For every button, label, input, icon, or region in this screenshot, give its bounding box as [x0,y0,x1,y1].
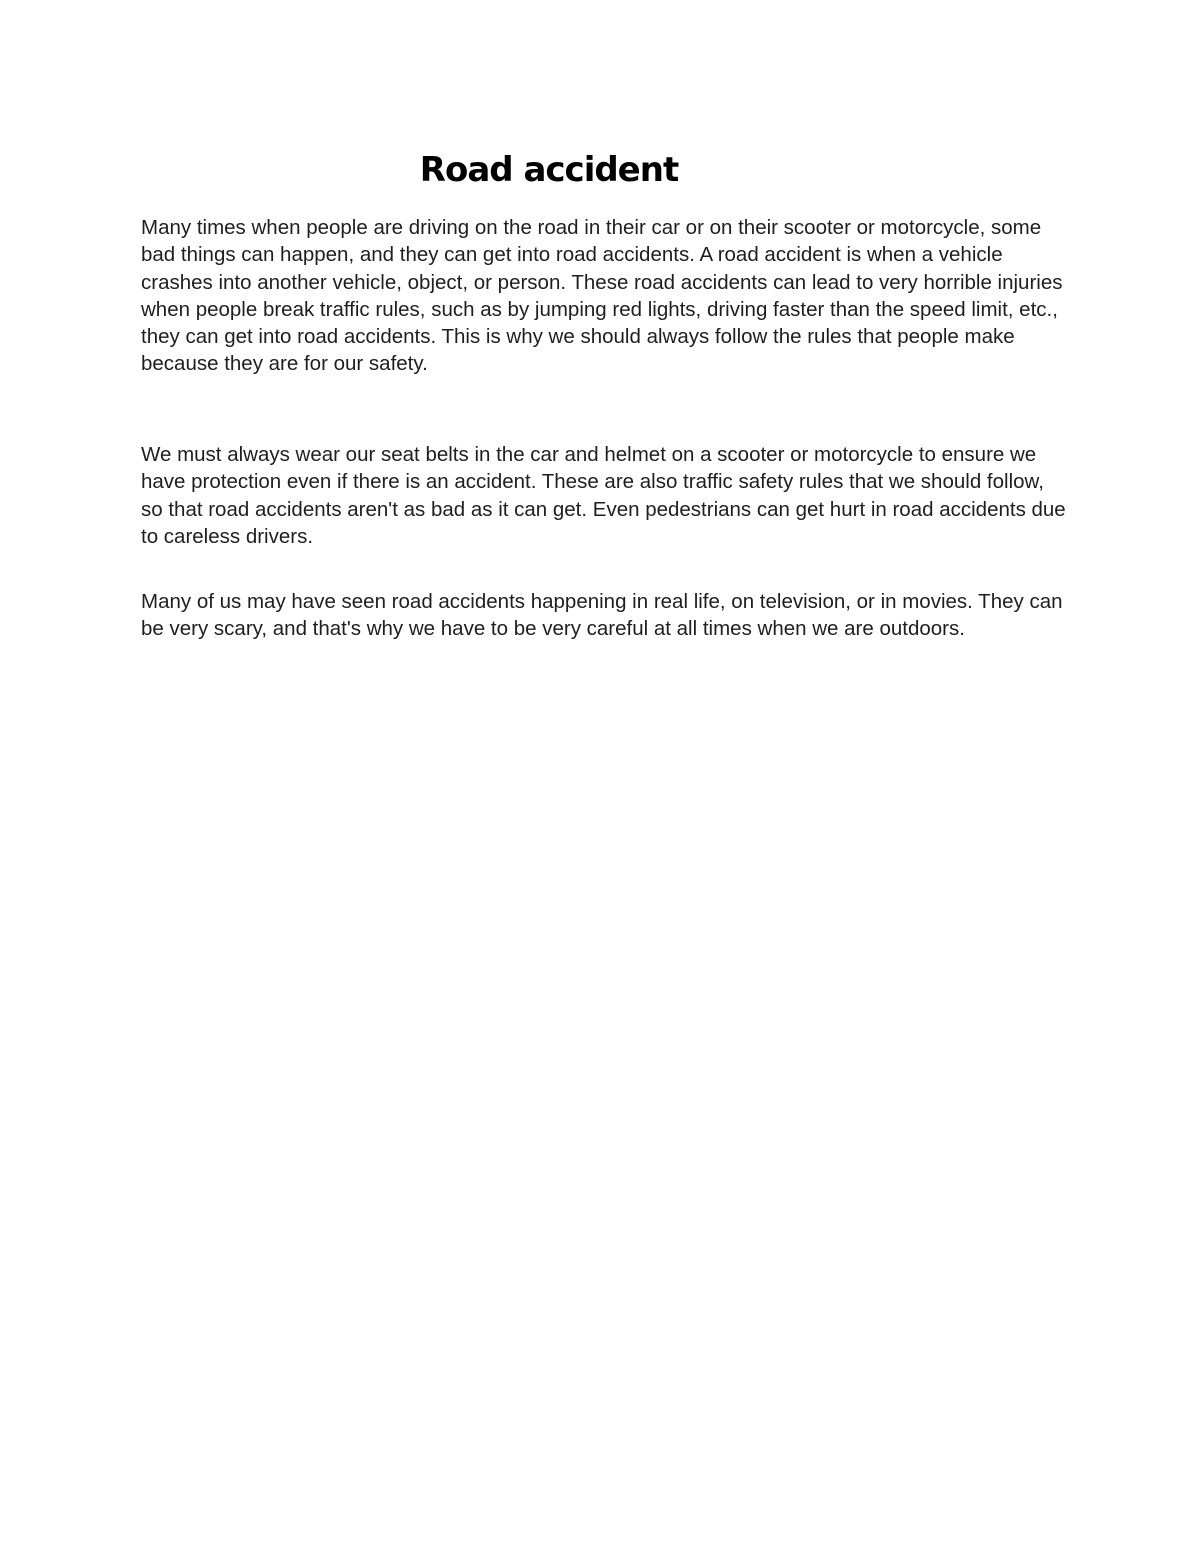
document-title: Road accident [419,150,679,190]
paragraph-1: Many times when people are driving on the road in their car or on their scooter or motorcycle, some bad things can happen, and they can get into road accidents. A road accident is when a vehicle crashes into another vehicle, object, or person. These road accidents can lead to very horrible injuries when people break traffic rules, such as by jumping red lights, driving faster than the speed limit, etc., they can get into road accidents. This is why we should always follow the rules that people make because they are for our safety. [141,216,1063,376]
paragraph-2: We must always wear our seat belts in the car and helmet on a scooter or motorcycle to ensure we have protection even if there is an accident. These are also traffic safety rules that we should follow, so that road accidents aren't as bad as it can get. Even pedestrians can get hurt in road accidents due to careless drivers. [141,443,1066,548]
paragraph-3: Many of us may have seen road accidents happening in real life, on television, or in movies. They can be very scary, and that's why we have to be very careful at all times when we are outdoors. [141,590,1063,641]
